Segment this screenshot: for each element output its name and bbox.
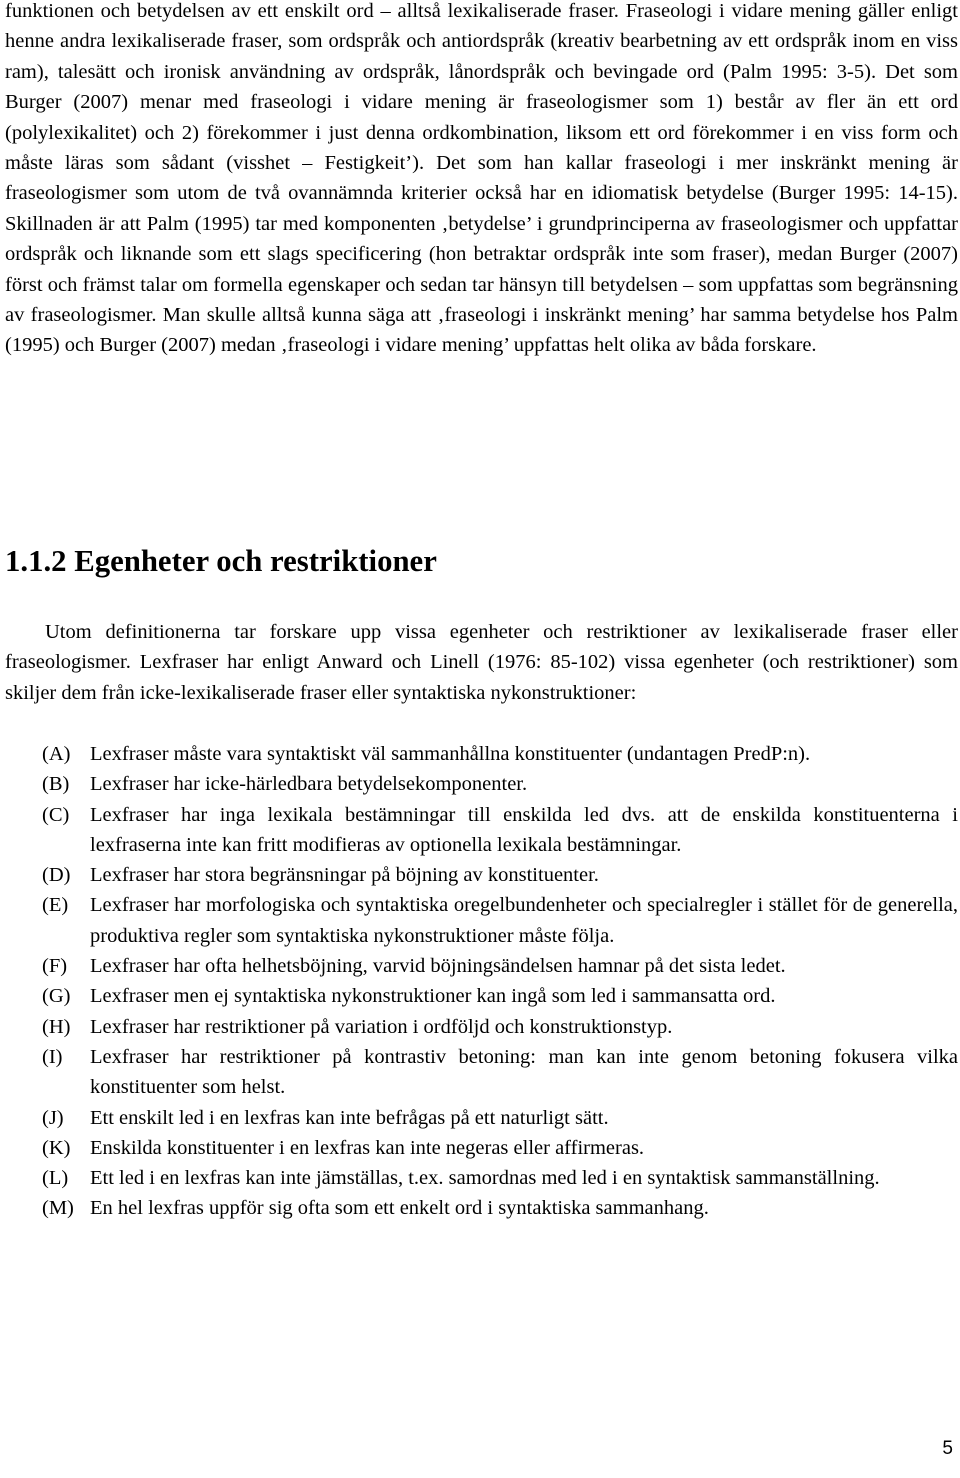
- list-marker: (C): [42, 803, 70, 826]
- list-item: [5, 1193, 958, 1223]
- list-marker: (L): [42, 1167, 69, 1190]
- list-item-text: Lexfraser har icke-härledbara betydelsekomponenter.: [90, 773, 528, 796]
- list-item-text: Lexfraser men ej syntaktiska nykonstruktioner kan ingå som led i sammansatta ord.: [90, 985, 776, 1008]
- list-marker: (J): [42, 1106, 64, 1129]
- list-item: [5, 1133, 958, 1163]
- restriction-list: [5, 739, 958, 1224]
- list-item-text: Ett enskilt led i en lexfras kan inte befrågas på ett naturligt sätt.: [90, 1106, 609, 1129]
- list-item: [5, 981, 958, 1011]
- list-item: [5, 890, 958, 951]
- list-marker: (K): [42, 1136, 71, 1159]
- list-item: [5, 739, 958, 769]
- list-item: [5, 1163, 958, 1193]
- body-paragraph: funktionen och betydelsen av ett enskilt ord – alltså lexikaliserade fraser. Fraseologi i vidare mening gäller enligt henne andra lexikaliserade fraser, som ordspråk och antiordspråk (kreativ bearbetning av ett ordspråk inom en viss ram), talesätt och ironisk användning av ordspråk, lånordspråk och bevingade ord (Palm 1995: 3-5). Det som Burger (2007) menar med fraseologi i vidare mening är fraseologismer som 1) består av fler än ett ord (polylexikalitet) och 2) förekommer i just denna ordkombination, liksom ett ord förekommer i en viss form och måste läras som sådant (visshet – Festigkeit’). Det som han kallar fraseologi i mer inskränkt mening är fraseologismer som utom de två ovannämnda kriterier också har en idiomatisk betydelse (Burger 1995: 14-15). Skillnaden är att Palm (1995) tar med komponenten ‚betydelse’ i grundprinciperna av fraseologismer och uppfattar ordspråk och liknande som ett slags specificering (hon betraktar ordspråk inte som fraser), medan Burger (2007) först och främst talar om formella egenskaper och sedan tar hänsyn till betydelsen – som uppfattas som begränsning av fraseologismer. Man skulle alltså kunna säga att ‚fraseologi i inskränkt mening’ har samma betydelse hos Palm (1995) och Burger (2007) medan ‚fraseologi i vidare mening’ uppfattas helt olika av båda forskare.: [5, 0, 958, 357]
- list-item-text: Lexfraser har stora begränsningar på böjning av konstituenter.: [90, 864, 599, 887]
- list-item-text: Lexfraser har restriktioner på kontrastiv betoning: man kan inte genom betoning fokusera vilka konstituenter som helst.: [90, 1045, 958, 1099]
- list-marker: (B): [42, 773, 70, 796]
- list-item: [5, 1042, 958, 1103]
- list-item: [5, 800, 958, 861]
- list-item-text: En hel lexfras uppför sig ofta som ett enkelt ord i syntaktiska sammanhang.: [90, 1197, 709, 1220]
- list-marker: (H): [42, 1015, 71, 1038]
- body-paragraph-2: Utom definitionerna tar forskare upp vissa egenheter och restriktioner av lexikaliserade fraser eller fraseologismer. Lexfraser har enligt Anward och Linell (1976: 85-102) vissa egenheter (och restriktioner) som skiljer dem från icke-lexikaliserade fraser eller syntaktiska nykonstruktioner:: [5, 621, 958, 704]
- list-marker: (I): [42, 1045, 63, 1068]
- list-marker: (A): [42, 743, 71, 765]
- list-item: [5, 860, 958, 890]
- list-item-text: Lexfraser måste vara syntaktiskt väl sammanhållna konstituenter (undantagen PredP:n).: [90, 743, 811, 765]
- list-item-text: Lexfraser har ofta helhetsböjning, varvid böjningsändelsen hamnar på det sista ledet.: [90, 955, 786, 978]
- list-item: [5, 769, 958, 799]
- list-item-text: Lexfraser har inga lexikala bestämningar till enskilda led dvs. att de enskilda konstituenterna i lexfraserna inte kan fritt modifieras av optionella lexikala bestämningar.: [90, 803, 958, 856]
- list-item: [5, 951, 958, 981]
- list-marker: (E): [42, 894, 69, 917]
- list-item-text: Enskilda konstituenter i en lexfras kan inte negeras eller affirmeras.: [90, 1136, 645, 1159]
- list-marker: (G): [42, 985, 71, 1008]
- list-item-text: Lexfraser har morfologiska och syntaktiska oregelbundenheter och specialregler i stället för de generella, produktiva regler som syntaktiska nykonstruktioner måste följa.: [90, 894, 958, 947]
- list-marker: (M): [42, 1197, 74, 1220]
- list-item-text: Ett led i en lexfras kan inte jämställas, t.ex. samordnas med led i en syntaktisk sammanställning.: [90, 1167, 880, 1190]
- document-page: [5, 0, 958, 1220]
- section-heading: 1.1.2 Egenheter och restriktioner: [5, 544, 437, 578]
- list-marker: (D): [42, 864, 71, 887]
- list-item: [5, 1012, 958, 1042]
- list-marker: (F): [42, 955, 68, 978]
- page-number: 5: [942, 1438, 953, 1459]
- list-item-text: Lexfraser har restriktioner på variation i ordföljd och konstruktionstyp.: [90, 1015, 673, 1038]
- list-item: [5, 1103, 958, 1133]
